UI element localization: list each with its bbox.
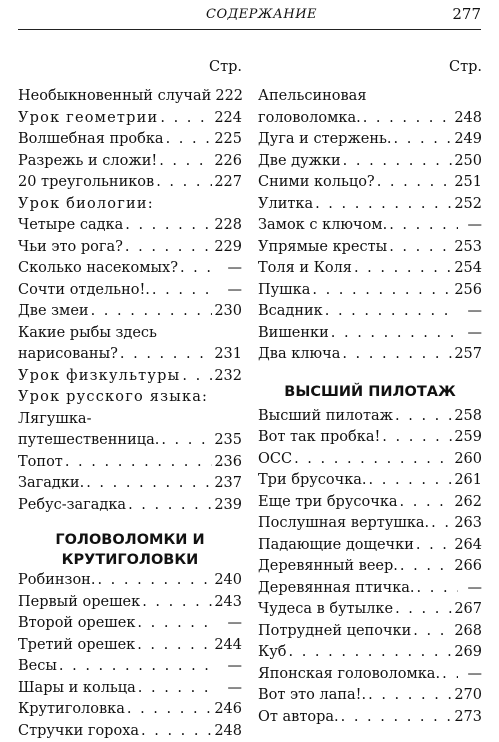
- dot-leader: [166, 129, 213, 151]
- toc-entry-page: 250: [454, 151, 482, 173]
- toc-entry: [18, 656, 242, 678]
- toc-entry-title: Высший пилотаж: [258, 406, 393, 428]
- dot-leader: [59, 656, 218, 678]
- toc-entry: [258, 685, 482, 707]
- toc-entry: [258, 108, 482, 130]
- toc-entry: [258, 556, 482, 578]
- toc-entry-title: Чудеса в бутылке: [258, 599, 393, 621]
- dot-leader: [389, 237, 452, 259]
- toc-entry-page: 240: [214, 570, 242, 592]
- toc-entry: [18, 699, 242, 721]
- toc-entry-page: 227: [214, 172, 242, 194]
- toc-entry-title: головоломка.: [258, 108, 361, 130]
- toc-entry: [258, 194, 482, 216]
- toc-entry: [18, 592, 242, 614]
- dot-leader: [395, 599, 452, 621]
- toc-entry: [18, 301, 242, 323]
- toc-entry-title: Падающие дощечки: [258, 535, 414, 557]
- toc-entry: [18, 108, 242, 130]
- toc-entry-page: 232: [214, 366, 242, 388]
- toc-entry: [258, 129, 482, 151]
- toc-entry-page: 270: [454, 685, 482, 707]
- toc-entry: [258, 151, 482, 173]
- toc-entry-page: 261: [454, 470, 482, 492]
- toc-entry-title: Деревянная птичка.: [258, 578, 415, 600]
- toc-line: Урок биологии:: [18, 194, 242, 216]
- toc-entry-page: —: [460, 301, 482, 323]
- toc-left-column: [18, 54, 242, 742]
- toc-entry-page: —: [460, 664, 482, 686]
- toc-entry-title: Замок с ключом.: [258, 215, 387, 237]
- toc-entry: [18, 280, 242, 302]
- toc-entry-title: Упрямые кресты: [258, 237, 387, 259]
- toc-entry-title: Весы: [18, 656, 57, 678]
- toc-entry: [258, 280, 482, 302]
- toc-entry: [258, 406, 482, 428]
- toc-entry: [258, 449, 482, 471]
- toc-entry-title: Три брусочка.: [258, 470, 367, 492]
- toc-entry: [258, 301, 482, 323]
- toc-entry-page: 248: [214, 721, 242, 742]
- dot-leader: [125, 215, 212, 237]
- toc-entry-title: Куб: [258, 642, 286, 664]
- toc-entry: [258, 599, 482, 621]
- dot-leader: [97, 570, 212, 592]
- toc-entry-page: 225: [214, 129, 242, 151]
- dot-leader: [180, 258, 218, 280]
- toc-entry-page: 263: [454, 513, 482, 535]
- toc-entry-page: 226: [214, 151, 242, 173]
- toc-entry: [258, 427, 482, 449]
- toc-entry-title: Две змеи: [18, 301, 89, 323]
- page-column-label: Стр.: [258, 54, 482, 80]
- toc-entry-title: Второй орешек: [18, 613, 135, 635]
- toc-entry-title: Урок физкультуры: [18, 366, 180, 388]
- toc-entry: [258, 258, 482, 280]
- dot-leader: [343, 151, 453, 173]
- toc-entry-page: 230: [214, 301, 242, 323]
- toc-entry: [18, 366, 242, 388]
- dot-leader: [315, 194, 452, 216]
- toc-entry-page: 269: [454, 642, 482, 664]
- toc-entry-page: —: [460, 215, 482, 237]
- toc-line: Апельсиновая: [258, 86, 482, 108]
- toc-entry-title: Четыре садка: [18, 215, 123, 237]
- toc-entry-title: Стручки гороха: [18, 721, 139, 742]
- toc-entry-page: 222: [215, 86, 243, 108]
- toc-entry-title: Урок геометрии: [18, 108, 158, 130]
- toc-entry: [18, 172, 242, 194]
- section-heading: ВЫСШИЙ ПИЛОТАЖ: [258, 382, 482, 402]
- toc-entry-title: Первый орешек: [18, 592, 140, 614]
- toc-entry: [18, 452, 242, 474]
- dot-leader: [382, 427, 452, 449]
- toc-line: Лягушка-: [18, 409, 242, 431]
- toc-entry-page: —: [220, 656, 242, 678]
- dot-leader: [354, 258, 452, 280]
- toc-entry-title: Загадки.: [18, 473, 84, 495]
- toc-entry-page: 258: [454, 406, 482, 428]
- toc-entry-page: 229: [214, 237, 242, 259]
- toc-entry-title: Вишенки: [258, 323, 329, 345]
- dot-leader: [65, 452, 212, 474]
- toc-entry-title: Вот так пробка!: [258, 427, 380, 449]
- toc-entry-title: Всадник: [258, 301, 323, 323]
- toc-entry: [18, 258, 242, 280]
- toc-entry-title: Чьи это рога?: [18, 237, 123, 259]
- dot-leader: [442, 664, 458, 686]
- toc-entry-page: 236: [214, 452, 242, 474]
- toc-entry-page: —: [460, 323, 482, 345]
- dot-leader: [86, 473, 212, 495]
- dot-leader: [138, 678, 218, 700]
- dot-leader: [369, 470, 453, 492]
- toc-line: Какие рыбы здесь: [18, 323, 242, 345]
- toc-entry-page: —: [460, 578, 482, 600]
- toc-entry: [18, 678, 242, 700]
- toc-entry: [258, 492, 482, 514]
- toc-entry-title: Необыкновенный случай: [18, 86, 211, 108]
- toc-entry: [18, 129, 242, 151]
- toc-entry-page: 273: [454, 707, 482, 729]
- dot-leader: [127, 699, 212, 721]
- toc-entry: [258, 215, 482, 237]
- toc-entry: [18, 495, 242, 517]
- toc-entry-title: Разрежь и сложи!: [18, 151, 157, 173]
- toc-entry: [18, 473, 242, 495]
- toc-line: Урок русского языка:: [18, 387, 242, 409]
- toc-entry-page: —: [220, 678, 242, 700]
- toc-entry: [18, 570, 242, 592]
- toc-entry-title: Две дужки: [258, 151, 341, 173]
- dot-leader: [377, 172, 453, 194]
- toc-entry-page: 246: [214, 699, 242, 721]
- running-title: СОДЕРЖАНИЕ: [206, 7, 317, 22]
- toc-entry-page: 268: [454, 621, 482, 643]
- section-heading-line: ГОЛОВОЛОМКИ И: [18, 530, 242, 550]
- toc-entry: [258, 323, 482, 345]
- dot-leader: [395, 406, 452, 428]
- dot-leader: [342, 344, 452, 366]
- toc-entry: [258, 642, 482, 664]
- toc-entry-title: Улитка: [258, 194, 313, 216]
- page-number: 277: [452, 5, 481, 23]
- toc-entry: [258, 535, 482, 557]
- toc-entry-title: Сними кольцо?: [258, 172, 375, 194]
- dot-leader: [331, 323, 458, 345]
- section-heading: [18, 530, 242, 570]
- dot-leader: [137, 635, 212, 657]
- toc-entry: [258, 344, 482, 366]
- toc-entry-page: 252: [454, 194, 482, 216]
- toc-entry-page: 260: [454, 449, 482, 471]
- toc-entry-title: Ребус-загадка: [18, 495, 126, 517]
- toc-entry-title: Пушка: [258, 280, 310, 302]
- toc-entry-page: 243: [214, 592, 242, 614]
- toc-entry-title: путешественница.: [18, 430, 159, 452]
- dot-leader: [182, 366, 212, 388]
- dot-leader: [294, 449, 452, 471]
- toc-entry-page: 244: [214, 635, 242, 657]
- dot-leader: [125, 237, 212, 259]
- toc-entry-page: 235: [214, 430, 242, 452]
- toc-entry-page: —: [220, 280, 242, 302]
- toc-entry-page: 224: [214, 108, 242, 130]
- toc-entry-page: 249: [454, 129, 482, 151]
- dot-leader: [152, 280, 218, 302]
- dot-leader: [394, 129, 453, 151]
- toc-entry-page: 254: [454, 258, 482, 280]
- toc-entry-page: 262: [454, 492, 482, 514]
- toc-entry: [258, 513, 482, 535]
- toc-entry-title: Третий орешек: [18, 635, 135, 657]
- dot-leader: [120, 344, 212, 366]
- toc-entry-title: Японская головоломка.: [258, 664, 440, 686]
- toc-entry-page: 256: [454, 280, 482, 302]
- toc-entry-title: Вот это лапа!.: [258, 685, 366, 707]
- toc-entry-page: —: [220, 258, 242, 280]
- dot-leader: [128, 495, 212, 517]
- toc-entry-title: Два ключа: [258, 344, 340, 366]
- toc-entry-page: 253: [454, 237, 482, 259]
- toc-entry-page: 267: [454, 599, 482, 621]
- toc-entry-title: Сколько насекомых?: [18, 258, 178, 280]
- toc-entry-title: Деревянный веер.: [258, 556, 398, 578]
- toc-entry-title: Толя и Коля: [258, 258, 352, 280]
- page-column-label: Стр.: [18, 54, 242, 80]
- toc-entry-page: 251: [454, 172, 482, 194]
- toc-entry-title: Потрудней цепочки: [258, 621, 411, 643]
- toc-entry-title: ОСС: [258, 449, 292, 471]
- dot-leader: [389, 215, 458, 237]
- toc-entry-page: —: [220, 613, 242, 635]
- dot-leader: [400, 492, 453, 514]
- dot-leader: [142, 592, 212, 614]
- toc-entry-title: Волшебная пробка: [18, 129, 164, 151]
- toc-entry: [18, 86, 242, 108]
- dot-leader: [91, 301, 213, 323]
- section-heading-line: КРУТИГОЛОВКИ: [18, 550, 242, 570]
- toc-entry: [258, 470, 482, 492]
- toc-entry-page: 259: [454, 427, 482, 449]
- toc-entry-title: Топот: [18, 452, 63, 474]
- toc-entry: [18, 721, 242, 742]
- dot-leader: [288, 642, 452, 664]
- toc-entry-page: 257: [454, 344, 482, 366]
- toc-entry-title: 20 треугольников: [18, 172, 154, 194]
- toc-entry: [258, 172, 482, 194]
- dot-leader: [159, 151, 212, 173]
- dot-leader: [416, 535, 452, 557]
- toc-entry: [258, 621, 482, 643]
- dot-leader: [161, 430, 212, 452]
- toc-entry: [18, 237, 242, 259]
- toc-entry-page: 228: [214, 215, 242, 237]
- toc-entry-title: Робинзон.: [18, 570, 95, 592]
- toc-entry-title: Еще три брусочка: [258, 492, 398, 514]
- toc-entry-title: Сочти отдельно!.: [18, 280, 150, 302]
- toc-entry-page: 237: [214, 473, 242, 495]
- toc-entry-title: Шары и кольца: [18, 678, 136, 700]
- toc-entry-title: Дуга и стержень.: [258, 129, 392, 151]
- toc-entry: [258, 707, 482, 729]
- dot-leader: [368, 685, 452, 707]
- dot-leader: [417, 578, 458, 600]
- toc-entry: [18, 215, 242, 237]
- toc-entry-page: 266: [454, 556, 482, 578]
- toc-entry-title: Крутиголовка: [18, 699, 125, 721]
- dot-leader: [431, 513, 452, 535]
- toc-entry-title: нарисованы?: [18, 344, 118, 366]
- toc-entry: [18, 635, 242, 657]
- toc-entry: [258, 664, 482, 686]
- toc-entry-page: 248: [454, 108, 482, 130]
- toc-entry: [18, 613, 242, 635]
- page-header: [18, 0, 481, 32]
- header-rule: [18, 29, 481, 30]
- dot-leader: [160, 108, 212, 130]
- dot-leader: [312, 280, 452, 302]
- toc-entry: [18, 151, 242, 173]
- toc-entry-title: Послушная вертушка.: [258, 513, 429, 535]
- dot-leader: [325, 301, 458, 323]
- dot-leader: [413, 621, 452, 643]
- dot-leader: [137, 613, 218, 635]
- dot-leader: [363, 108, 453, 130]
- dot-leader: [156, 172, 212, 194]
- toc-entry: [258, 237, 482, 259]
- toc-entry-title: От автора.: [258, 707, 339, 729]
- toc-entry-page: 264: [454, 535, 482, 557]
- toc-right-column: [258, 54, 482, 728]
- toc-entry-page: 239: [214, 495, 242, 517]
- dot-leader: [341, 707, 453, 729]
- toc-entry: [18, 430, 242, 452]
- toc-entry: [18, 344, 242, 366]
- toc-entry-page: 231: [214, 344, 242, 366]
- toc-entry: [258, 578, 482, 600]
- dot-leader: [400, 556, 452, 578]
- dot-leader: [141, 721, 212, 742]
